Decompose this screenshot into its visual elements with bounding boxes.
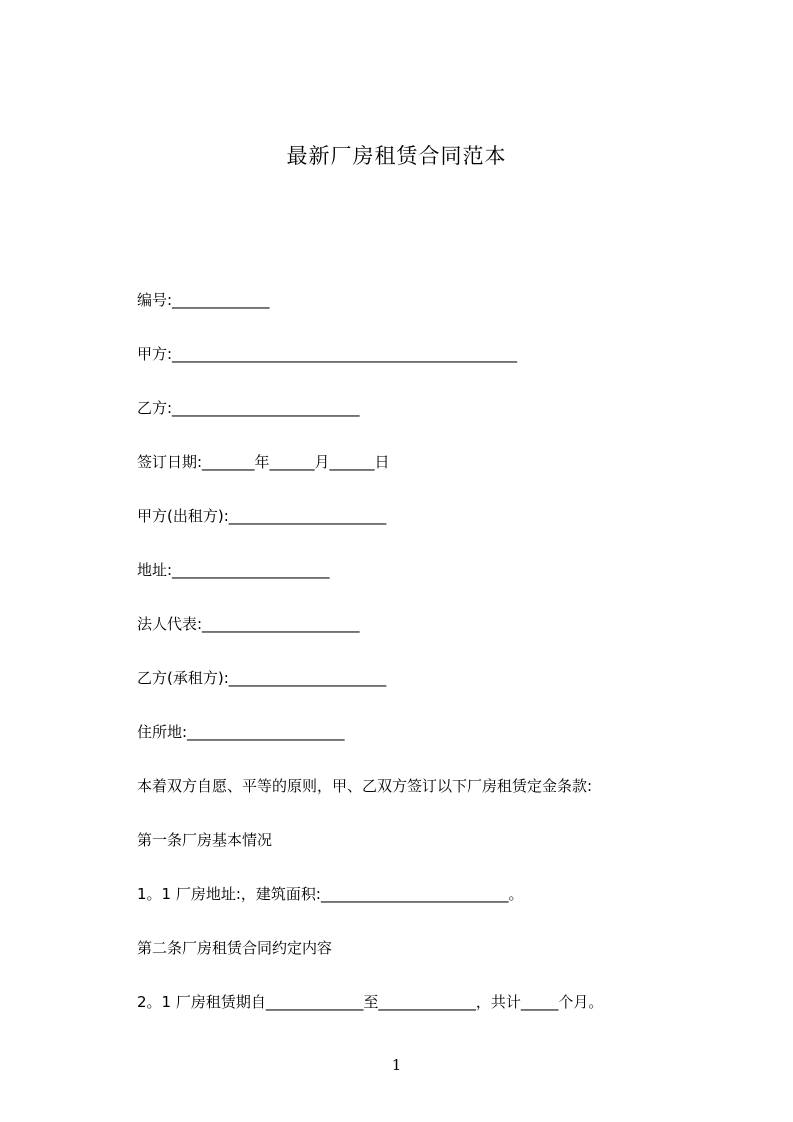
lessee-line: 乙方(承租方):_____________________ bbox=[137, 669, 387, 687]
party-b-line: 乙方:_________________________ bbox=[137, 399, 360, 417]
page-number: 1 bbox=[391, 1056, 402, 1074]
preamble-paragraph: 本着双方自愿、平等的原则，甲、乙双方签订以下厂房租赁定金条款: bbox=[137, 777, 593, 795]
residence-line: 住所地:_____________________ bbox=[137, 723, 345, 741]
document-title: 最新厂房租赁合同范本 bbox=[286, 144, 507, 168]
article-2-heading: 第二条厂房租赁合同约定内容 bbox=[137, 939, 333, 957]
contract-number-line: 编号:_____________ bbox=[137, 291, 270, 309]
lessor-line: 甲方(出租方):_____________________ bbox=[137, 507, 387, 525]
legal-representative-line: 法人代表:_____________________ bbox=[137, 615, 360, 633]
party-a-line: 甲方:______________________________________________ bbox=[137, 345, 518, 363]
clause-1-1: 1。1 厂房地址:，建筑面积:_________________________。 bbox=[137, 885, 524, 903]
article-1-heading: 第一条厂房基本情况 bbox=[137, 831, 273, 849]
clause-2-1: 2。1 厂房租赁期自_____________至_____________，共计_____个月。 bbox=[137, 993, 604, 1011]
signing-date-line: 签订日期:_______年______月______日 bbox=[137, 453, 390, 471]
address-line: 地址:_____________________ bbox=[137, 561, 330, 579]
